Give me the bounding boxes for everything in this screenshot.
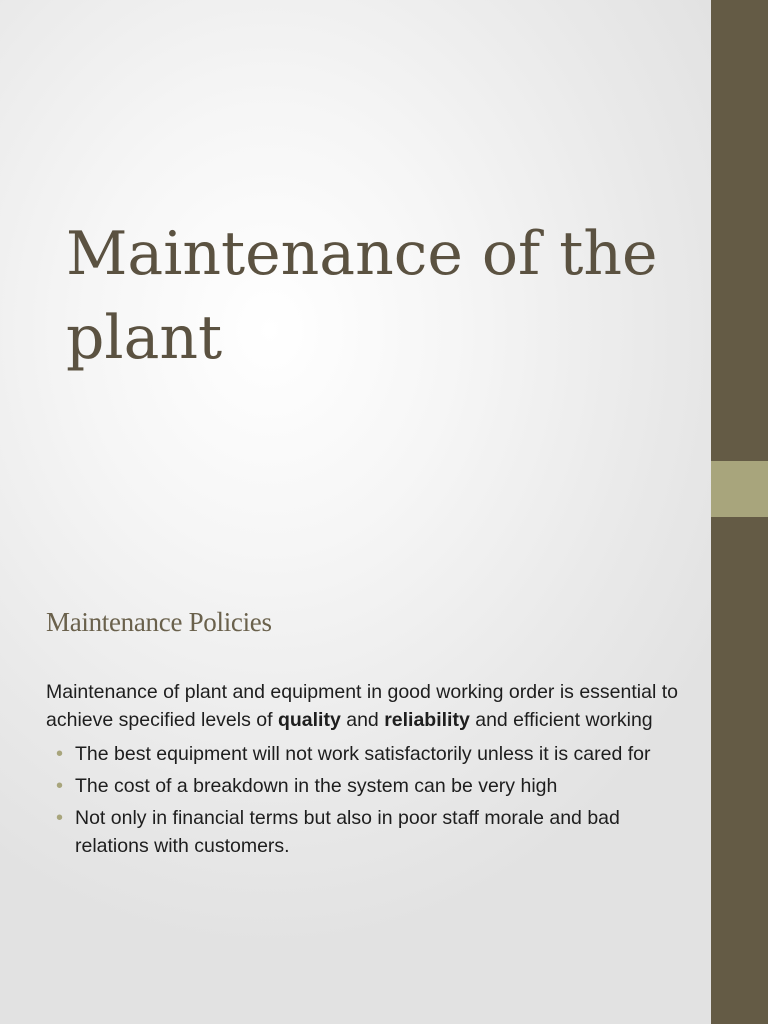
section-heading: Maintenance Policies: [46, 607, 272, 637]
bullet-text: The best equipment will not work satisfactorily unless it is cared for: [75, 743, 651, 765]
intro-text-3: and efficient working: [469, 709, 653, 731]
bullet-text: The cost of a breakdown in the system can be very high: [75, 775, 558, 797]
intro-bold-quality: quality: [277, 709, 341, 731]
intro-paragraph: [46, 678, 696, 734]
bullet-dot-icon: •: [56, 807, 64, 829]
bullet-item: [46, 804, 696, 860]
body-content: [46, 678, 696, 864]
bullet-list: [46, 740, 696, 860]
bullet-dot-icon: •: [56, 743, 64, 765]
bullet-text: Not only in financial terms but also in poor staff morale and bad relations with customers.: [75, 807, 620, 857]
intro-text-2: and: [340, 709, 385, 731]
intro-bold-reliability: reliability: [384, 709, 470, 731]
intro-text-1: Maintenance of plant and equipment in good working order is essential to achieve specified levels of: [46, 681, 678, 731]
slide-title: Maintenance of the plant: [66, 219, 658, 373]
bullet-item: [46, 772, 696, 800]
bullet-item: [46, 740, 696, 768]
side-accent-block: [711, 461, 768, 517]
bullet-dot-icon: •: [56, 775, 64, 797]
